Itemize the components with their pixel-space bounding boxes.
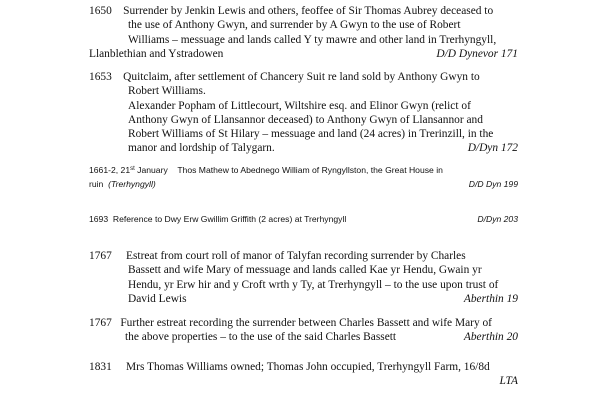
entry-text: Thos Mathew to Abednego William of Ryngyllston, the Great House in — [177, 165, 443, 175]
entry-line: Anthony Gwyn of Llansannor deceased) to Anthony Gwyn of Llansannor and — [128, 113, 483, 126]
entry-1650 — [89, 4, 518, 61]
entry-text: Mrs Thomas Williams owned; Thomas John occupied, Trerhyngyll Farm, 16/8d — [126, 361, 490, 373]
entry-line — [89, 141, 518, 155]
archive-reference: D/D Dyn 199 — [468, 179, 518, 189]
entry-line — [89, 177, 518, 191]
entry-text: manor and lordship of Talygarn. — [128, 142, 275, 155]
entry-1693 — [89, 212, 518, 226]
date-month: January — [134, 165, 168, 175]
entry-text: ruin — [89, 179, 104, 189]
archive-reference: LTA — [499, 375, 518, 388]
entry-text: David Lewis — [128, 292, 187, 305]
entry-line: Hendu, yr Erw hir and y Croft wrth y Ty, at Trerhyngyll – to the use upon trust of — [128, 278, 499, 291]
entry-line — [89, 330, 518, 344]
archive-reference: Aberthin 20 — [463, 331, 518, 344]
entry-line: Williams – messuage and lands called Y ty mawre and other land in Trerhyngyll, — [128, 33, 497, 46]
entry-line — [89, 292, 518, 306]
entry-line — [89, 47, 518, 61]
entry-line: Alexander Popham of Littlecourt, Wiltshire esq. and Elinor Gwyn (relict of — [128, 99, 471, 112]
entry-line — [89, 163, 518, 177]
entry-year: 1767 — [89, 250, 112, 262]
entry-1767-b — [89, 316, 518, 345]
entry-line: Robert Williams of St Hilary – messuage and land (24 acres) in Trerinzill, in the — [128, 128, 494, 141]
entry-line — [89, 212, 518, 226]
entry-line: Bassett and wife Mary of messuage and lands called Kae yr Hendu, Gwain yr — [128, 264, 482, 277]
entry-line — [89, 374, 518, 388]
date-text: 1661-2, 21 — [89, 165, 131, 175]
entry-text: Reference to Dwy Erw Gwillim Griffith (2 acres) at Trerhyngyll — [112, 214, 347, 224]
entry-line: the use of Anthony Gwyn, and surrender by A Gwyn to the use of Robert — [128, 19, 461, 32]
entry-1653 — [89, 70, 518, 156]
entry-line — [89, 360, 518, 374]
entry-line — [89, 70, 518, 84]
entry-text: Further estreat recording the surrender between Charles Bassett and wife Mary of — [120, 317, 492, 329]
archive-reference: D/D Dynevor 171 — [436, 47, 518, 60]
entry-text: Llanblethian and Ystradowen — [89, 47, 224, 60]
entry-year: 1653 — [89, 71, 112, 83]
entry-1831 — [89, 360, 518, 389]
entry-year: 1650 — [89, 5, 112, 17]
entry-line: Robert Williams. — [128, 85, 206, 98]
entry-year: 1693 — [89, 214, 109, 224]
entry-text: the above properties – to the use of the said Charles Bassett — [125, 331, 397, 344]
entry-place: (Trerhyngyll) — [108, 179, 156, 189]
archive-reference: D/Dyn 172 — [467, 142, 518, 155]
entry-text: Estreat from court roll of manor of Talyfan recording surrender by Charles — [126, 250, 466, 262]
archive-reference: Aberthin 19 — [463, 292, 518, 305]
entry-text: Quitclaim, after settlement of Chancery Suit re land sold by Anthony Gwyn to — [123, 71, 480, 83]
entry-year: 1831 — [89, 361, 112, 373]
entry-1661 — [89, 163, 518, 191]
entry-date — [89, 165, 168, 175]
entry-line — [89, 249, 518, 263]
date-ordinal: st — [130, 166, 135, 172]
entry-text: Surrender by Jenkin Lewis and others, feoffee of Sir Thomas Aubrey deceased to — [123, 5, 494, 17]
entry-1767-a — [89, 249, 518, 306]
entry-line — [89, 4, 518, 18]
archive-reference: D/Dyn 203 — [477, 214, 518, 224]
entry-line — [89, 316, 518, 330]
entry-year: 1767 — [89, 317, 112, 329]
